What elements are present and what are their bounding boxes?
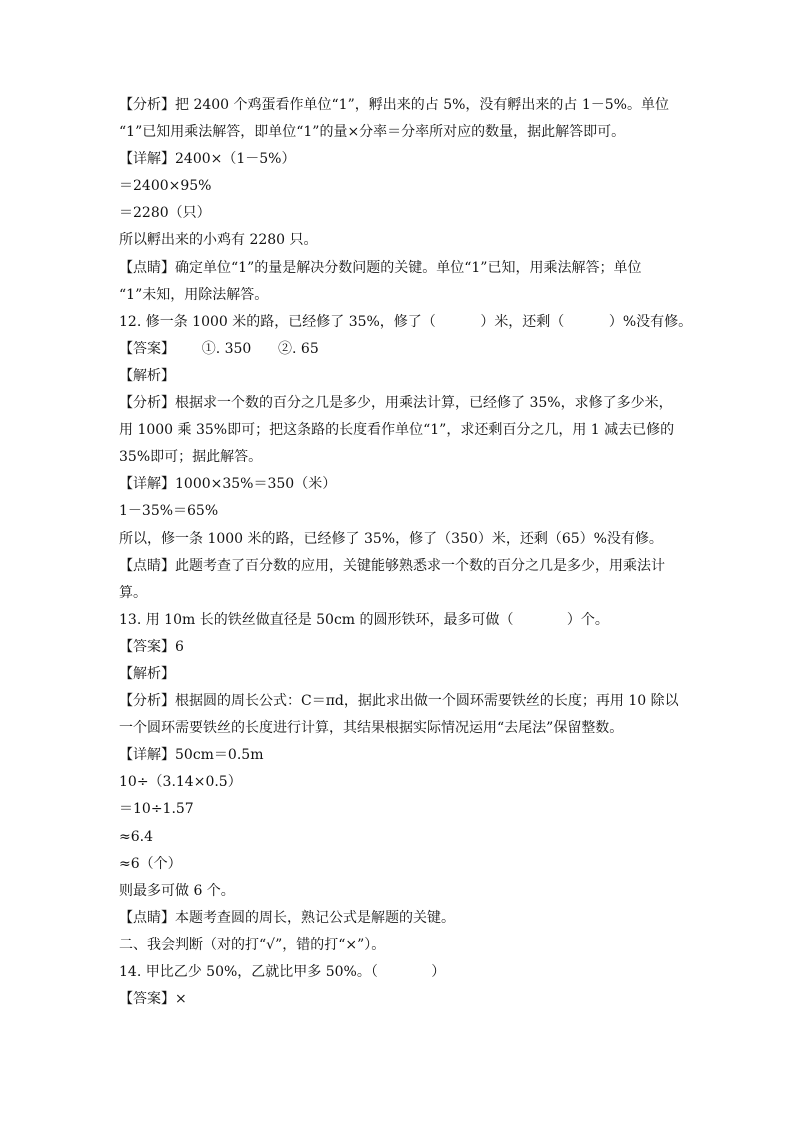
solution-line: 10÷（3.14×0.5） — [119, 774, 242, 791]
analysis-line: 【分析】根据圆的周长公式：C＝πd，据此求出做一个圆环需要铁丝的长度；再用 10 除以 — [119, 693, 679, 710]
analysis-line: 【分析】把 2400 个鸡蛋看作单位“1”，孵出来的占 5%，没有孵出来的占 1－5%。单位 — [119, 97, 669, 113]
solution-line: 【详解】50cm＝0.5m — [119, 747, 264, 764]
comment-line: 【点睛】本题考查圆的周长，熟记公式是解题的关键。 — [119, 909, 455, 926]
question-12: 12. 修一条 1000 米的路，已经修了 35%，修了（ ）米，还剩（ ）%没有修。 — [119, 313, 693, 330]
solution-line: ＝2280（只） — [119, 205, 211, 222]
solution-line: 1－35%＝65% — [119, 503, 219, 520]
analysis-line: 用 1000 乘 35%即可；把这条路的长度看作单位“1”，求还剩百分之几，用 1 减去已修的 — [119, 422, 675, 439]
question-14: 14. 甲比乙少 50%，乙就比甲多 50%。（ ） — [119, 964, 446, 980]
explanation-heading: 【解析】 — [119, 665, 175, 682]
section-heading: 二、我会判断（对的打“√”，错的打“×”）。 — [119, 936, 386, 953]
explanation-heading: 【解析】 — [119, 367, 175, 384]
conclusion-line: 则最多可做 6 个。 — [119, 882, 235, 899]
comment-line: 【点睛】确定单位“1”的量是解决分数问题的关键。单位“1”已知，用乘法解答；单位 — [119, 259, 642, 276]
solution-line: ＝2400×95% — [119, 178, 212, 195]
analysis-line: “1”已知用乘法解答，即单位“1”的量×分率＝分率所对应的数量，据此解答即可。 — [119, 124, 626, 141]
analysis-line: 【分析】根据求一个数的百分之几是多少，用乘法计算，已经修了 35%，求修了多少米， — [119, 395, 673, 412]
document-body — [119, 92, 693, 1013]
analysis-line: 一个圆环需要铁丝的长度进行计算，其结果根据实际情况运用“去尾法”保留整数。 — [119, 720, 624, 737]
conclusion-line: 所以孵出来的小鸡有 2280 只。 — [119, 232, 318, 249]
solution-line: 【详解】2400×（1－5%） — [119, 151, 296, 168]
answer-line: 【答案】6 — [119, 638, 184, 655]
answer-line: 【答案】× — [119, 991, 187, 1008]
solution-line: ＝10÷1.57 — [119, 801, 194, 818]
comment-line: “1”未知，用除法解答。 — [119, 286, 269, 303]
comment-line: 【点睛】此题考查了百分数的应用，关键能够熟悉求一个数的百分之几是多少，用乘法计 — [119, 557, 665, 574]
solution-line: 【详解】1000×35%＝350（米） — [119, 476, 337, 493]
solution-line: ≈6.4 — [119, 828, 153, 845]
answer-line: 【答案】 ①. 350 ②. 65 — [119, 340, 319, 357]
solution-line: ≈6（个） — [119, 855, 182, 872]
conclusion-line: 所以，修一条 1000 米的路，已经修了 35%，修了（350）米，还剩（65）%没有修。 — [119, 530, 663, 547]
question-13: 13. 用 10m 长的铁丝做直径是 50cm 的圆形铁环，最多可做（ ）个。 — [119, 611, 609, 628]
comment-line: 算。 — [119, 584, 147, 601]
analysis-line: 35%即可；据此解答。 — [119, 449, 263, 466]
